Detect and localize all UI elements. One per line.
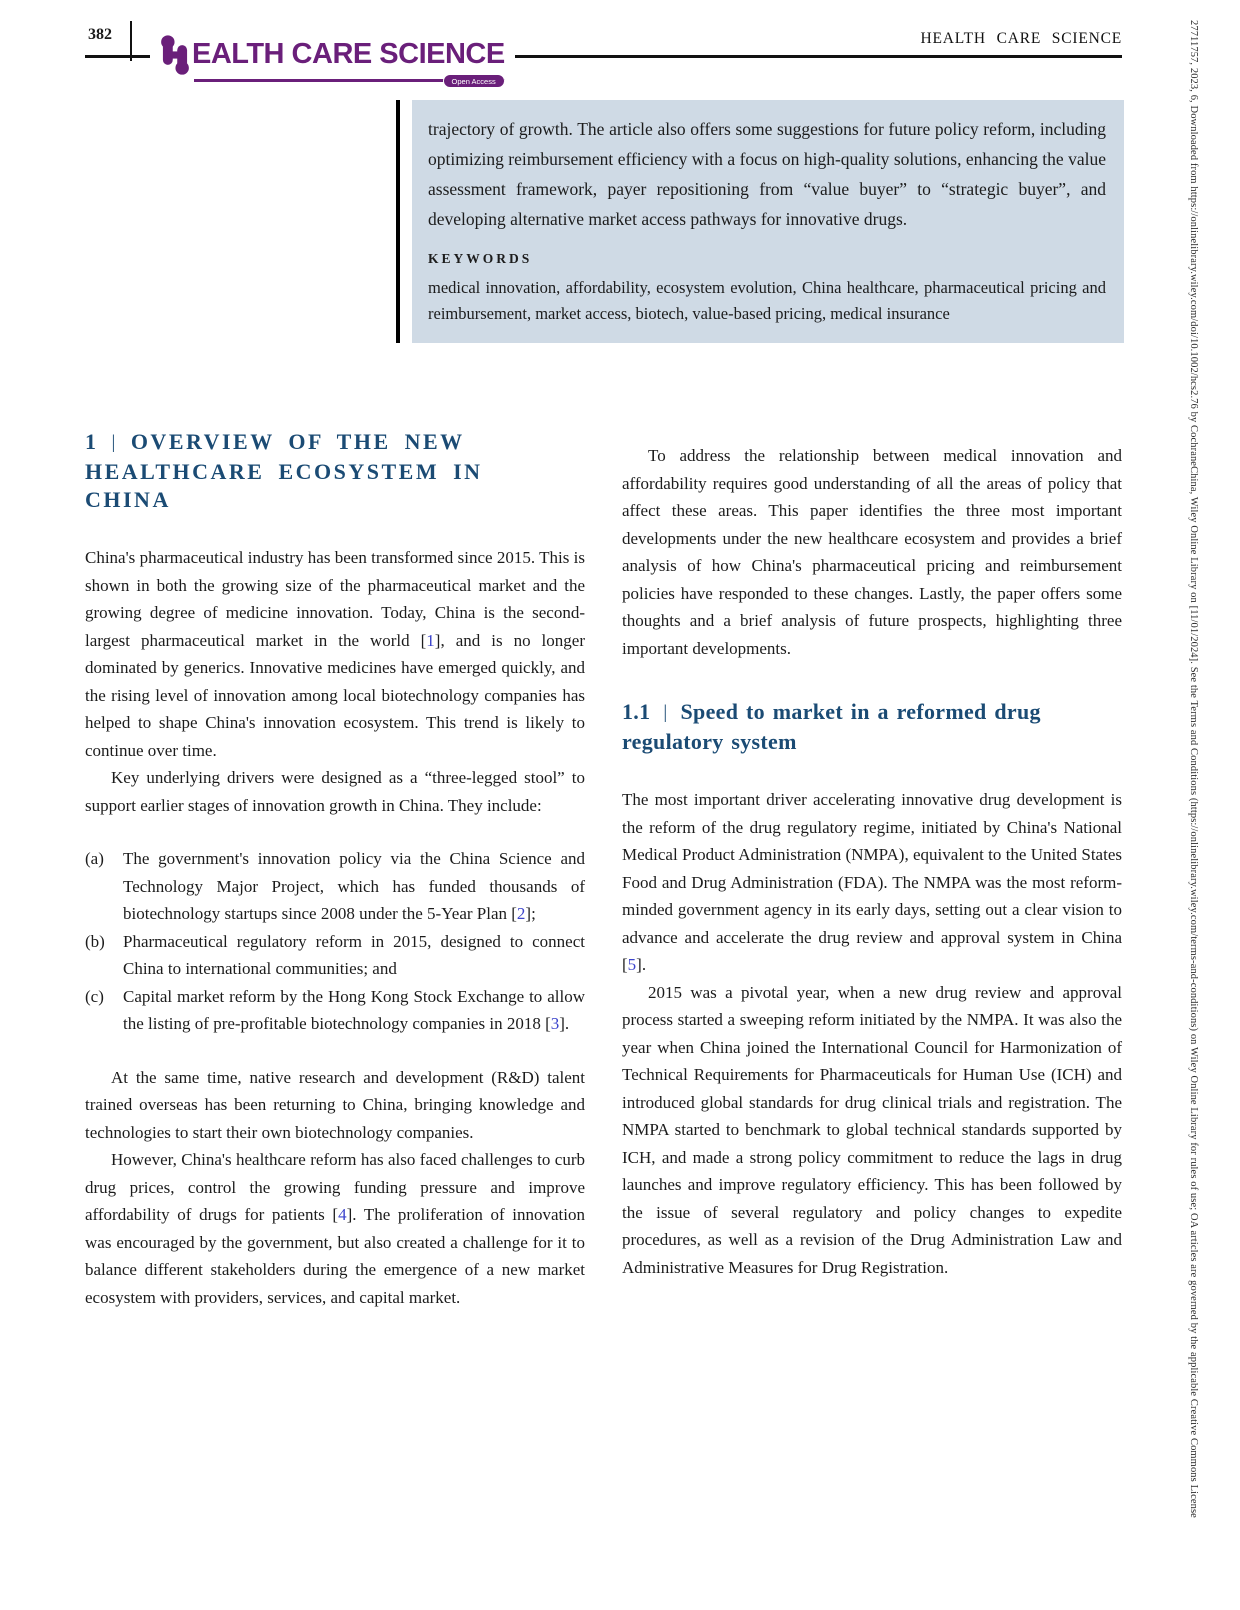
citation-link[interactable]: 2 [516, 904, 526, 923]
paragraph: Key underlying drivers were designed as a “three-legged stool” to support earlier stages of innovation growth in China. They include: [85, 768, 585, 815]
abstract-left-bar [396, 100, 400, 343]
section-1-1-heading [622, 698, 1042, 756]
section-number: 1.1 [622, 699, 651, 724]
section-number: 1 [85, 429, 99, 454]
citation-link[interactable]: 4 [338, 1205, 347, 1224]
journal-logo-text: EALTH CARE SCIENCE [192, 38, 505, 70]
heading-pipe: | [111, 432, 118, 453]
running-head: HEALTH CARE SCIENCE [920, 30, 1122, 47]
list-item-label: (c) [85, 986, 104, 1006]
abstract-text: trajectory of growth. The article also offers some suggestions for future policy reform, including optimizing reimbursement efficiency with a focus on high-quality solutions, enhancing the value assessment framework, payer repositioning from “value buyer” to “strategic buyer”, and developing alternative market access pathways for innovative drugs. [428, 119, 1106, 229]
heading-pipe: | [663, 702, 668, 723]
open-access-badge: Open Access [443, 74, 505, 88]
list-item-label: (b) [85, 931, 105, 951]
section-1-heading [85, 428, 547, 514]
paragraph: However, China's healthcare reform has also faced challenges to curb drug prices, control the growing funding pressure and improve affordability of drugs for patients [4]. The proliferation of innovation was encouraged by the government, but also created a challenge for it to balance different stakeholders during the emergence of a new market ecosystem with providers, services, and capital market. [85, 1150, 585, 1307]
paragraph: The most important driver accelerating innovative drug development is the reform of the drug regulatory regime, initiated by China's National Medical Product Administration (NMPA), equivalent to the United States Food and Drug Administration (FDA). The NMPA was the most reform-minded government agency in its early days, setting out a clear vision to advance and accelerate the drug review and approval system in China [5]. [622, 790, 1122, 974]
journal-logo [150, 33, 515, 85]
section-title: OVERVIEW OF THE NEW HEALTHCARE ECOSYSTEM IN CHINA [85, 429, 483, 512]
right-column [622, 428, 1122, 1281]
list-item-label: (a) [85, 849, 104, 868]
keywords-text: medical innovation, affordability, ecosystem evolution, China healthcare, pharmaceutical pricing and reimbursement, market access, biotech, value-based pricing, medical insurance [428, 278, 1106, 323]
paragraph: To address the relationship between medical innovation and affordability requires good understanding of all the areas of policy that affect these areas. This paper identifies the three most important developments under the new healthcare ecosystem and provides a brief analysis of how China's pharmaceutical pricing and reimbursement policies have responded to these changes. Lastly, the paper offers some thoughts and a brief analysis of future prospects, highlighting three important developments. [622, 446, 1122, 658]
list-item-text: Pharmaceutical regulatory reform in 2015, designed to connect China to international communities; and [123, 931, 585, 978]
citation-link[interactable]: 3 [550, 1014, 560, 1033]
paragraph: China's pharmaceutical industry has been transformed since 2015. This is shown in both the growing size of the pharmaceutical market and the growing degree of medicine innovation. Today, China is the second-largest pharmaceutical market in the world [1], and is no longer dominated by generics. Innovative medicines have emerged quickly, and the rising level of innovation among local biotechnology companies has helped to shape China's innovation ecosystem. This trend is likely to continue over time. [85, 548, 585, 760]
section-title: Speed to market in a reformed drug regulatory system [622, 699, 1041, 754]
journal-logo-icon [158, 33, 192, 77]
abstract-box [412, 100, 1124, 343]
abstract-section [396, 100, 1124, 343]
list-item [85, 928, 585, 983]
list-item [85, 983, 585, 1038]
citation-link[interactable]: 1 [426, 630, 435, 650]
list-item-text: The government's innovation policy via the China Science and Technology Major Project, which has funded thousands of biotechnology startups since 2008 under the 5-Year Plan [2]; [123, 849, 585, 923]
list-item-text: Capital market reform by the Hong Kong Stock Exchange to allow the listing of pre-profitable biotechnology companies in 2018 [3]. [123, 986, 585, 1033]
list-item [85, 845, 585, 928]
drivers-list [85, 845, 585, 1038]
citation-link[interactable]: 5 [627, 955, 637, 974]
header-divider [130, 21, 132, 61]
left-column [85, 428, 585, 1311]
paragraph: 2015 was a pivotal year, when a new drug review and approval process started a sweeping reform initiated by the NMPA. It was also the year when China joined the International Council for Harmonization of Technical Requirements for Pharmaceuticals for Human Use (ICH) and introduced global standards for drug clinical trials and registration. The NMPA started to benchmark to global technical standards supported by ICH, and made a strong policy commitment to reduce the lags in drug launches and improve regulatory efficiency. This has been followed by the issue of several regulatory and policy changes to expedite procedures, as well as a revision of the Drug Administration Law and Administrative Measures for Drug Registration. [622, 982, 1122, 1277]
paragraph: At the same time, native research and development (R&D) talent trained overseas has been returning to China, bringing knowledge and technologies to start their own biotechnology companies. [85, 1067, 585, 1142]
download-provenance-text: 27711757, 2023, 6, Downloaded from https://onlinelibrary.wiley.com/doi/10.1002/hcs2.76 by CochraneChina, Wiley Online Library on [11/01/2024]. See the Terms and Conditions (https://onlinelibrary.wiley.com/terms-and-conditions) on Wiley Online Library for rules of use; OA articles are governed by the applicable Creative Commons License [1188, 20, 1199, 1518]
keywords-label: KEYWORDS [428, 251, 533, 266]
page-number: 382 [88, 26, 112, 43]
